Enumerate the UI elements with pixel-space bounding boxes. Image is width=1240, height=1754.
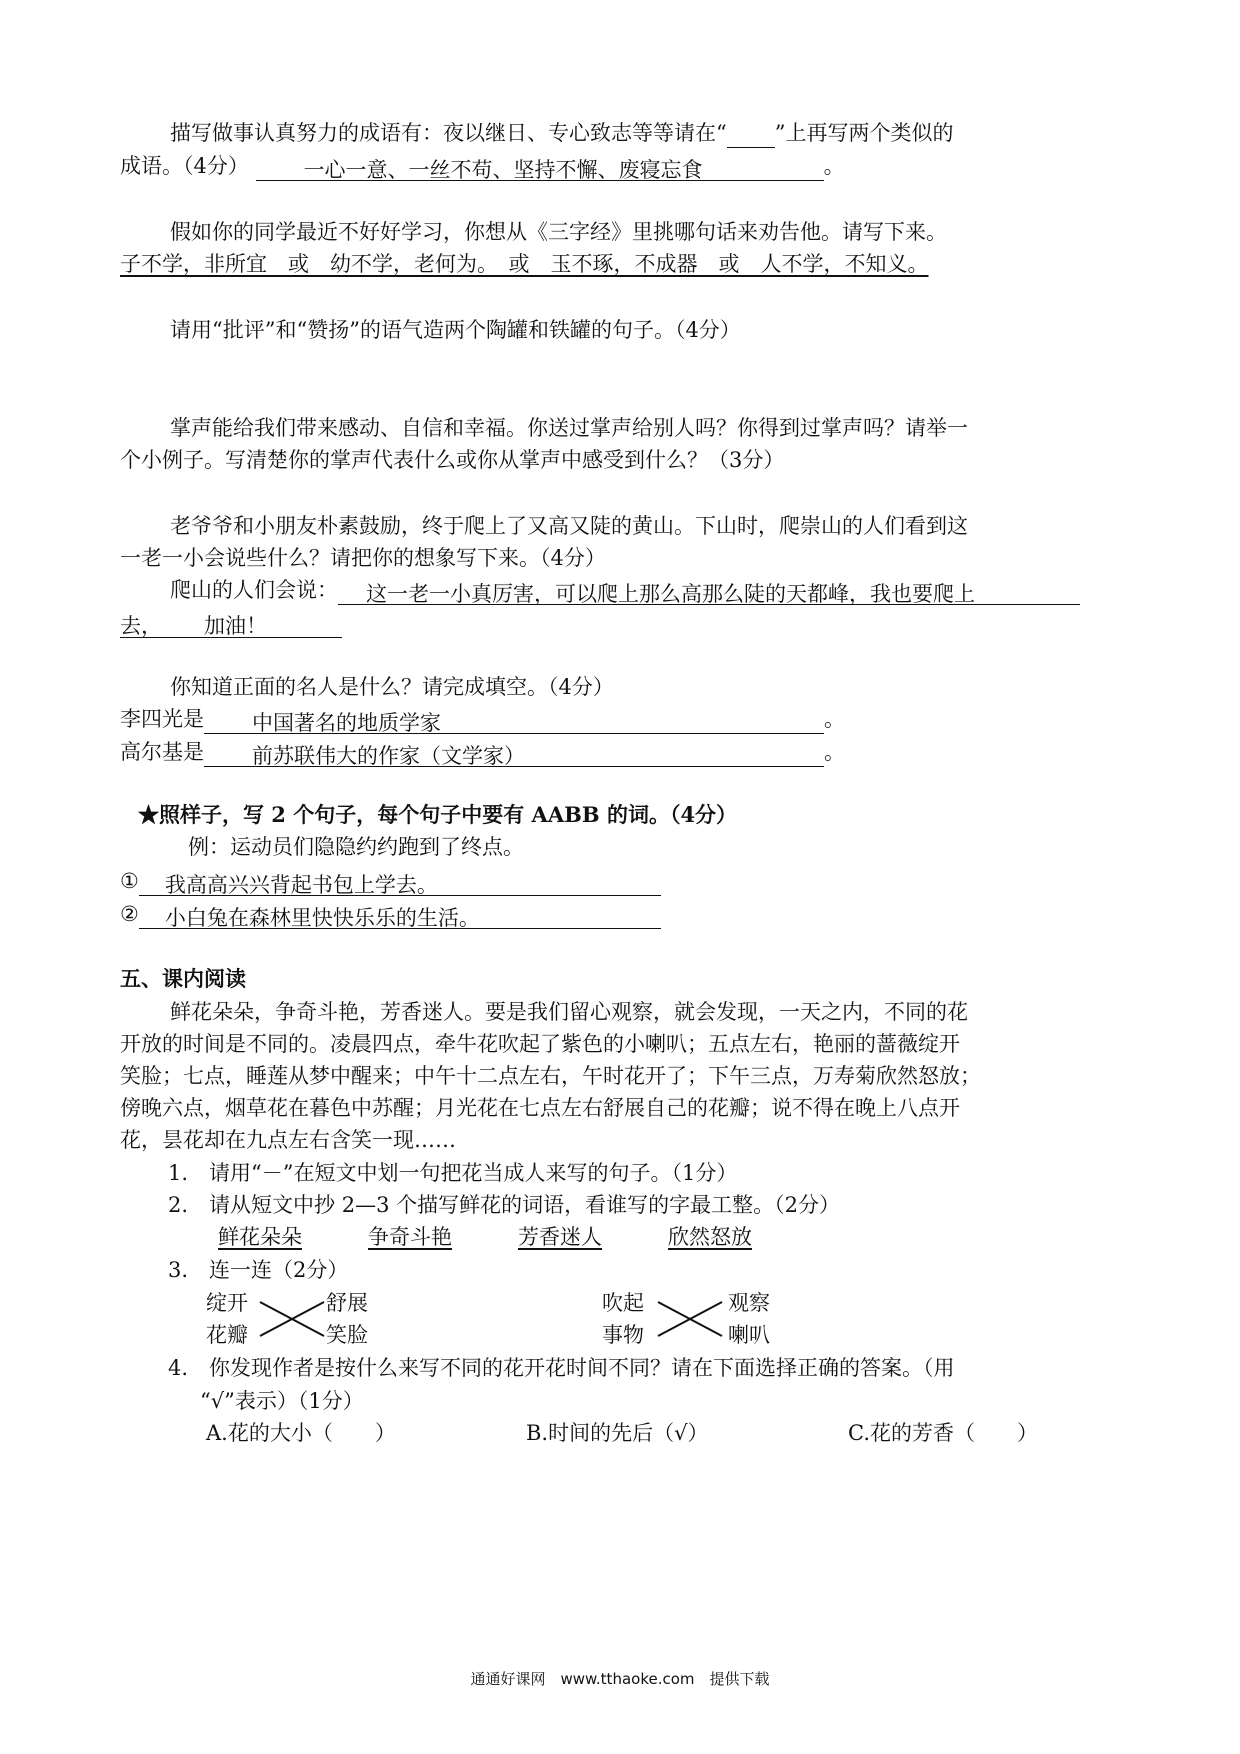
passage-line-5: 花，昙花却在九点左右含笑一现…… xyxy=(120,1128,456,1152)
s5-question-4-line2: “√”表示）（1分） xyxy=(200,1389,364,1413)
q6-answer-1: 中国著名的地质学家 xyxy=(252,711,441,735)
q6-label-2: 高尔基是 xyxy=(120,740,204,764)
option-a[interactable]: A.花的大小（ ） xyxy=(206,1421,396,1445)
q1-prompt-line2: 成语。（4分） 一心一意、一丝不苟、坚持不懈、废寝忘食 。 xyxy=(120,154,845,182)
s5-q2-answer-2[interactable]: 争奇斗艳 xyxy=(368,1225,452,1249)
passage-line-4: 傍晚六点，烟草花在暮色中苏醒；月光花在七点左右舒展自己的花瓣；说不得在晚上八点开 xyxy=(120,1096,960,1120)
match-right-word-4: 喇叭 xyxy=(728,1323,770,1347)
q7-row-1 xyxy=(120,866,661,896)
match-left-word-3: 吹起 xyxy=(602,1291,644,1315)
q5-answer-part2b: 加油！ xyxy=(204,614,267,638)
q6-answer-2: 前苏联伟大的作家（文学家） xyxy=(252,744,525,768)
q3-prompt: 请用“批评”和“赞扬”的语气造两个陶罐和铁罐的句子。（4分） xyxy=(170,318,741,342)
q5-answer-line2 xyxy=(120,608,342,638)
q6-answer-field-2[interactable] xyxy=(204,741,824,767)
s5-question-3: 3. 连一连（2分） xyxy=(168,1258,349,1282)
q2-answer[interactable]: 子不学，非所宜 或 幼不学，老何为。 或 玉不琢，不成器 或 人不学，不知义。 xyxy=(120,252,929,276)
q5-prompt-line1: 老爷爷和小朋友朴素鼓励，终于爬上了又高又陡的黄山。下山时，爬崇山的人们看到这 xyxy=(170,514,968,538)
q6-end-2: 。 xyxy=(824,740,845,764)
q2-prompt: 假如你的同学最近不好好学习，你想从《三字经》里挑哪句话来劝告他。请写下来。 xyxy=(170,220,947,244)
s5-question-4-line1: 4. 你发现作者是按什么来写不同的花开花时间不同？请在下面选择正确的答案。（用 xyxy=(168,1356,955,1380)
passage-line-1: 鲜花朵朵，争奇斗艳，芳香迷人。要是我们留心观察，就会发现，一天之内，不同的花 xyxy=(170,1000,968,1024)
q6-answer-field-1[interactable] xyxy=(204,708,824,734)
q6-prompt: 你知道正面的名人是什么？请完成填空。（4分） xyxy=(170,675,614,699)
q1-prompt-c: 成语。（4分） xyxy=(120,154,249,178)
q7-marker-1: ① xyxy=(120,869,139,893)
q5-answer-field[interactable] xyxy=(338,579,1080,605)
s5-question-1: 1. 请用“－”在短文中划一句把花当成人来写的句子。（1分） xyxy=(168,1161,738,1185)
match-left-word-2: 花瓣 xyxy=(206,1323,248,1347)
q7-sentence-2: 小白兔在森林里快快乐乐的生活。 xyxy=(164,906,480,930)
q5-answer-part1: 这一老一小真厉害，可以爬上那么高那么陡的天都峰，我也要爬上 xyxy=(366,582,975,606)
q1-answer-field[interactable] xyxy=(256,155,824,181)
footer-text: 通通好课网 www.tthaoke.com 提供下载 xyxy=(470,1670,770,1688)
match-left-word-4: 事物 xyxy=(602,1323,644,1347)
q1-prompt-line1 xyxy=(170,118,953,148)
s5-question-2: 2. 请从短文中抄 2—3 个描写鲜花的词语，看谁写的字最工整。（2分） xyxy=(168,1193,840,1217)
passage-line-2: 开放的时间是不同的。凌晨四点，牵牛花吹起了紫色的小喇叭；五点左右，艳丽的蔷薇绽开 xyxy=(120,1032,960,1056)
q5-prompt-line2: 一老一小会说些什么？请把你的想象写下来。（4分） xyxy=(120,546,606,570)
match-right-word-1: 舒展 xyxy=(326,1291,368,1315)
q7-marker-2: ② xyxy=(120,902,139,926)
q1-prompt-a: 描写做事认真努力的成语有：夜以继日、专心致志等等请在“ xyxy=(170,121,727,145)
match-right-word-3: 观察 xyxy=(728,1291,770,1315)
q7-answer-field-1[interactable] xyxy=(139,870,661,896)
q5-answer-part2a: 去， xyxy=(120,614,162,638)
match-lines-2 xyxy=(656,1288,726,1350)
s5-q2-answer-1[interactable]: 鲜花朵朵 xyxy=(218,1225,302,1249)
q1-answer: 一心一意、一丝不苟、坚持不懈、废寝忘食 xyxy=(303,158,703,182)
s5-q2-answer-3[interactable]: 芳香迷人 xyxy=(518,1225,602,1249)
match-lines-1 xyxy=(258,1288,328,1350)
q1-prompt-b: ”上再写两个类似的 xyxy=(774,121,954,145)
option-c[interactable]: C.花的芳香（ ） xyxy=(848,1421,1038,1445)
q5-label: 爬山的人们会说： xyxy=(170,578,338,602)
q4-prompt-line1: 掌声能给我们带来感动、自信和幸福。你送过掌声给别人吗？你得到过掌声吗？请举一 xyxy=(170,416,968,440)
q6-end-1: 。 xyxy=(824,707,845,731)
section5-heading: 五、课内阅读 xyxy=(120,966,246,991)
option-b[interactable]: B.时间的先后（√） xyxy=(526,1421,709,1445)
passage-line-3: 笑脸；七点，睡莲从梦中醒来；中午十二点左右，午时花开了；下午三点，万寿菊欣然怒放； xyxy=(120,1064,981,1088)
match-left-word-1: 绽开 xyxy=(206,1291,248,1315)
q4-prompt-line2: 个小例子。写清楚你的掌声代表什么或你从掌声中感受到什么？（3分） xyxy=(120,448,785,472)
q6-row-1 xyxy=(120,704,845,734)
q7-title: ★照样子，写 2 个句子，每个句子中要有 AABB 的词。（4分） xyxy=(138,802,738,827)
match-right-word-2: 笑脸 xyxy=(326,1323,368,1347)
q6-row-2 xyxy=(120,737,845,767)
q1-example-blank xyxy=(727,121,775,148)
q7-example: 例：运动员们隐隐约约跑到了终点。 xyxy=(188,835,524,859)
s5-q2-answer-4[interactable]: 欣然怒放 xyxy=(668,1225,752,1249)
q5-answer-field-2[interactable] xyxy=(120,611,342,638)
q7-sentence-1: 我高高兴兴背起书包上学去。 xyxy=(164,873,438,897)
q7-row-2 xyxy=(120,899,661,929)
q5-answer-line1 xyxy=(170,575,1080,605)
q6-label-1: 李四光是 xyxy=(120,707,204,731)
q7-answer-field-2[interactable] xyxy=(139,903,661,929)
